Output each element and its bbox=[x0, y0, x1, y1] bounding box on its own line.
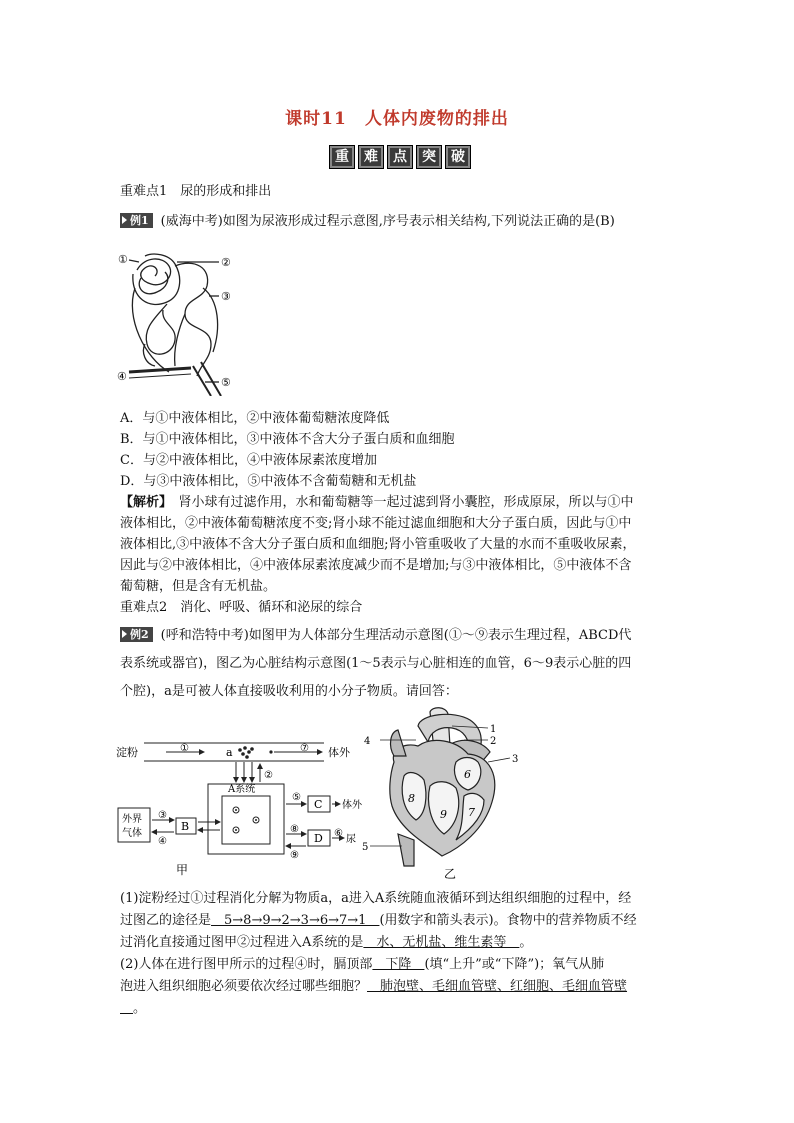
vessel-label: 5 bbox=[362, 842, 369, 853]
process-label: ④ bbox=[158, 836, 167, 847]
banner-char: 难 bbox=[358, 145, 384, 169]
process-label: ③ bbox=[158, 810, 167, 821]
system-a-label: A系统 bbox=[228, 784, 256, 795]
process-label: ⑦ bbox=[300, 743, 309, 754]
answer-blank: 5→8→9→2→3→6→7→1 bbox=[211, 913, 380, 928]
organ-c-label: C bbox=[314, 798, 323, 811]
answer-blank: 下降 bbox=[372, 957, 425, 972]
option-a: A．与①中液体相比，②中液体葡萄糖浓度降低 bbox=[120, 411, 390, 426]
analysis-line: 液体相比，②中液体葡萄糖浓度不变;肾小球不能过滤血细胞和大分子蛋白质，因此与①中 bbox=[120, 516, 632, 531]
starch-label: 淀粉 bbox=[116, 746, 138, 759]
analysis-line: 【解析】 肾小球有过滤作用，水和葡萄糖等一起过滤到肾小囊腔，形成原尿，所以与①中 bbox=[120, 495, 634, 510]
analysis-line: 葡萄糖，但是含有无机盐。 bbox=[120, 579, 277, 594]
question-1-line: (1)淀粉经过①过程消化分解为物质a，a进入A系统随血液循环到达组织细胞的过程中，经 bbox=[120, 891, 632, 906]
process-label: ⑤ bbox=[292, 792, 301, 803]
vessel-label: 3 bbox=[512, 754, 519, 765]
page-title: 课时11 人体内废物的排出 bbox=[285, 109, 509, 129]
process-label: ② bbox=[264, 770, 273, 781]
example-1-text: (威海中考)如图为尿液形成过程示意图,序号表示相关结构,下列说法正确的是(B) bbox=[160, 214, 615, 229]
external-gas-label: 外界 bbox=[122, 814, 142, 825]
question-2-line: (2)人体在进行图甲所示的过程④时，膈顶部 下降 (填“上升”或“下降”)；氧气从肺 bbox=[120, 957, 605, 972]
nephron-label: ② bbox=[221, 256, 231, 269]
substance-a-label: a bbox=[226, 746, 233, 759]
outside-label: 体外 bbox=[328, 746, 350, 759]
outside-label-2: 体外 bbox=[342, 800, 362, 811]
analysis-line: 因此与②中液体相比，④中液体尿素浓度减少而不是增加;与③中液体相比，⑤中液体不含 bbox=[120, 558, 632, 573]
vessel-label: 1 bbox=[490, 724, 497, 735]
analysis-tag: 【解析】 bbox=[120, 495, 166, 510]
option-b: B．与①中液体相比，③中液体不含大分子蛋白质和血细胞 bbox=[120, 432, 455, 447]
example-2-tag: 例2 bbox=[120, 627, 153, 642]
key-point-2: 重难点2 消化、呼吸、循环和泌尿的综合 bbox=[120, 600, 363, 615]
external-gas-label: 气体 bbox=[122, 828, 142, 839]
process-label: ① bbox=[180, 743, 189, 754]
banner-char: 突 bbox=[416, 145, 442, 169]
nephron-label: ④ bbox=[117, 370, 127, 383]
urine-label: 尿 bbox=[346, 834, 356, 845]
answer-blank: 水、无机盐、维生素等 bbox=[363, 935, 520, 950]
example-1-tag: 例1 bbox=[120, 213, 153, 228]
example-1-stem bbox=[120, 212, 615, 232]
chamber-label: 9 bbox=[440, 808, 447, 821]
diagram-caption-jia: 甲 bbox=[176, 863, 189, 877]
section-banner bbox=[329, 145, 471, 169]
nephron-label: ① bbox=[118, 253, 128, 266]
physiology-diagram-jia bbox=[114, 738, 364, 878]
chamber-label: 6 bbox=[464, 768, 471, 781]
process-label: ⑧ bbox=[290, 824, 299, 835]
example-2-stem-line: 个腔)，a是可被人体直接吸收利用的小分子物质。请回答： bbox=[120, 684, 458, 699]
question-1-line: 过图乙的途径是 5→8→9→2→3→6→7→1 (用数字和箭头表示)。食物中的营养物质不经 bbox=[120, 913, 637, 928]
nephron-label: ③ bbox=[221, 290, 231, 303]
chamber-label: 7 bbox=[468, 806, 475, 819]
organ-d-label: D bbox=[314, 832, 323, 845]
triangle-icon bbox=[122, 216, 127, 224]
answer-blank: 肺泡壁、毛细血管壁、红细胞、毛细血管壁 bbox=[367, 979, 628, 994]
example-2-stem-line: 表系统或器官)，图乙为心脏结构示意图(1～5表示与心脏相连的血管，6～9表示心脏的四 bbox=[120, 656, 632, 671]
banner-char: 破 bbox=[445, 145, 471, 169]
analysis-line: 液体相比,③中液体不含大分子蛋白质和血细胞;肾小管重吸收了大量的水而不重吸收尿素， bbox=[120, 537, 636, 552]
process-label: ⑨ bbox=[290, 850, 299, 861]
question-1-line: 过消化直接通过图甲②过程进入A系统的是 水、无机盐、维生素等 。 bbox=[120, 935, 533, 950]
organ-b-label: B bbox=[181, 820, 190, 833]
triangle-icon bbox=[122, 630, 127, 638]
banner-char: 重 bbox=[329, 145, 355, 169]
option-d: D．与③中液体相比，⑤中液体不含葡萄糖和无机盐 bbox=[120, 474, 417, 489]
vessel-label: 2 bbox=[490, 736, 497, 747]
question-2-line: 泡进入组织细胞必须要依次经过哪些细胞？ 肺泡壁、毛细血管壁、红细胞、毛细血管壁 bbox=[120, 979, 628, 994]
heart-diagram-yi bbox=[360, 706, 530, 882]
example-2-stem: 例2 (呼和浩特中考)如图甲为人体部分生理活动示意图(①～⑨表示生理过程，ABCD代 bbox=[120, 626, 631, 646]
process-label: ⑥ bbox=[334, 828, 343, 839]
nephron-diagram bbox=[115, 248, 240, 396]
diagram-caption-yi: 乙 bbox=[444, 867, 457, 881]
nephron-label: ⑤ bbox=[221, 376, 231, 389]
banner-char: 点 bbox=[387, 145, 413, 169]
key-point-1: 重难点1 尿的形成和排出 bbox=[120, 184, 272, 199]
vessel-label: 4 bbox=[364, 736, 371, 747]
chamber-label: 8 bbox=[408, 792, 415, 805]
question-2-line: 。 bbox=[133, 1001, 147, 1016]
option-c: C．与②中液体相比，④中液体尿素浓度增加 bbox=[120, 453, 377, 468]
